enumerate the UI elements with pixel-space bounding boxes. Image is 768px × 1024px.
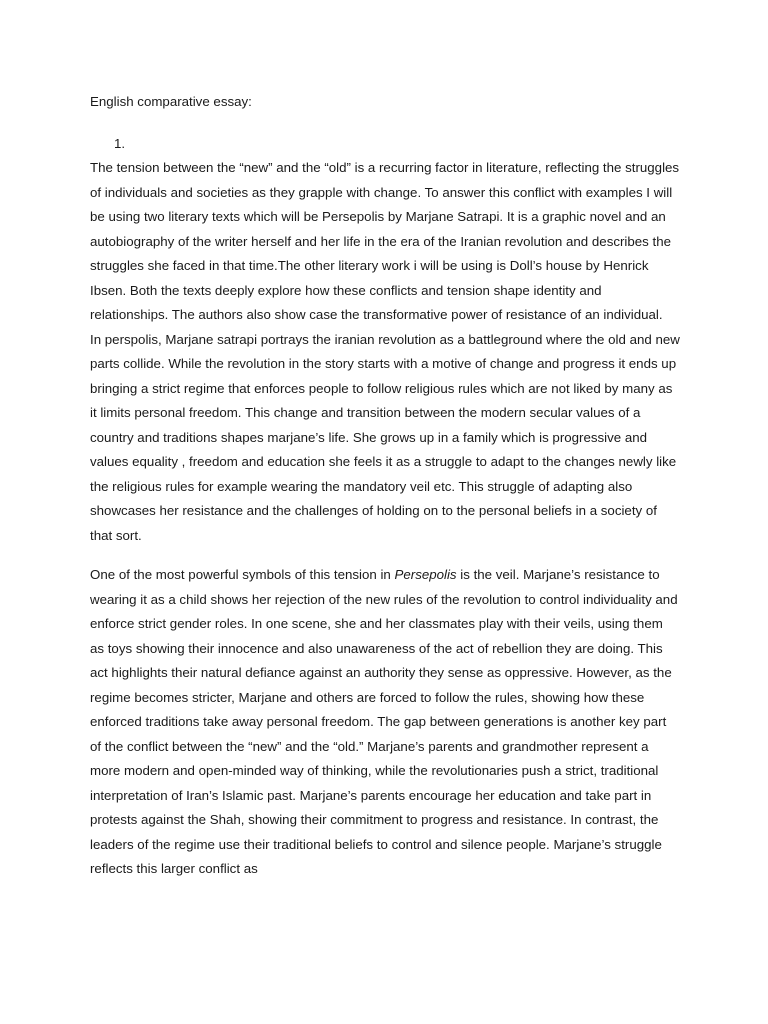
paragraph-veil-start: One of the most powerful symbols of this tension in bbox=[90, 567, 395, 582]
paragraph-veil bbox=[90, 563, 680, 882]
list-number: 1. bbox=[114, 135, 126, 151]
essay-heading: English comparative essay: bbox=[90, 94, 252, 109]
paragraph-veil-rest: is the veil. Marjane’s resistance to wearing it as a child shows her rejection of the new rules of the revolution to control individuality and enforce strict gender roles. In one scene, she and her classmates play with their veils, using them as toys showing their innocence and also unawareness of the act of rebellion they are doing. This act highlights their natural defiance against an authority they sense as oppressive. However, as the regime becomes stricter, Marjane and others are forced to follow the rules, showing how these enforced traditions take away personal freedom. The gap between generations is another key part of the conflict between the “new” and the “old.” Marjane’s parents and grandmother represent a more modern and open-minded way of thinking, while the revolutionaries push a strict, traditional interpretation of Iran’s Islamic past. Marjane’s parents encourage her education and take part in protests against the Shah, showing their commitment to progress and resistance. In contrast, the leaders of the regime use their traditional beliefs to control and silence people. Marjane’s struggle reflects this larger conflict as bbox=[90, 567, 678, 876]
document-body bbox=[90, 90, 680, 882]
book-title-italic: Persepolis bbox=[394, 567, 457, 582]
paragraph-persepolis: In perspolis, Marjane satrapi portrays the iranian revolution as a battleground where the old and new parts collide. While the revolution in the story starts with a motive of change and progress it ends up bringing a strict regime that enforces people to follow religious rules which are not liked by many as it limits personal freedom. This change and transition between the modern secular values of a country and traditions shapes marjane’s life. She grows up in a family which is progressive and values equality , freedom and education she feels it as a struggle to adapt to the changes newly like the religious rules for example wearing the mandatory veil etc. This struggle of adapting also showcases her resistance and the challenges of holding on to the personal beliefs in a society of that sort. bbox=[90, 331, 680, 543]
paragraph-intro: The tension between the “new” and the “old” is a recurring factor in literature, reflecting the struggles of individuals and societies as they grapple with change. To answer this conflict with examples I will be using two literary texts which will be Persepolis by Marjane Satrapi. It is a graphic novel and an autobiography of the writer herself and her life in the era of the Iranian revolution and describes the struggles she faced in that time.The other literary work i will be using is Doll’s house by Henrick Ibsen. Both the texts deeply explore how these conflicts and tension shape identity and relationships. The authors also show case the transformative power of resistance of an individual. bbox=[90, 160, 680, 322]
